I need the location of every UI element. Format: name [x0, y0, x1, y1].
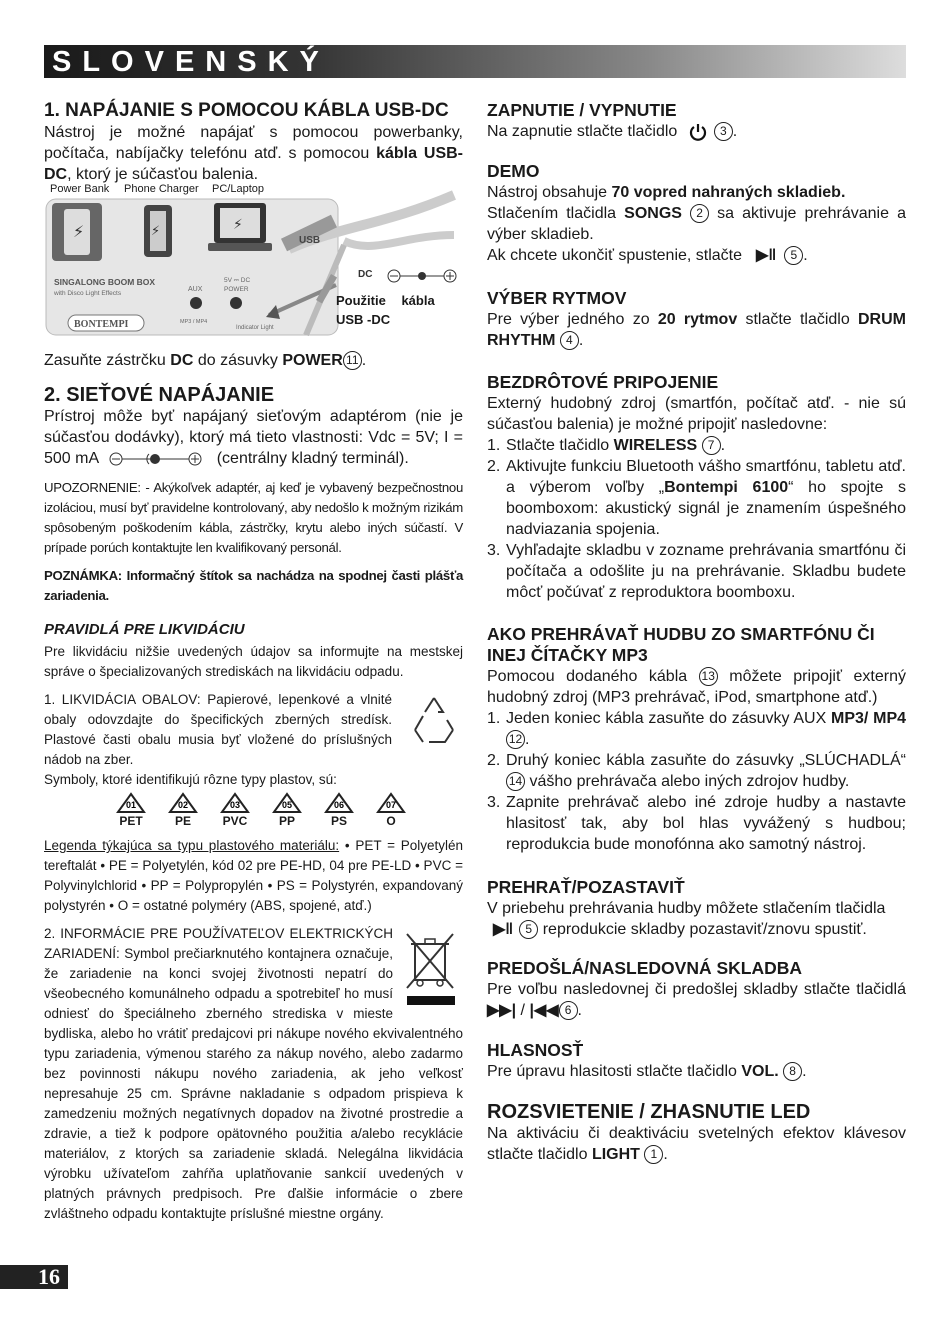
left-column: [44, 100, 463, 1224]
section-usb-title: 1. NAPÁJANIE S POMOCOU KÁBLA USB-DC: [44, 100, 449, 121]
svg-text:02: 02: [177, 800, 189, 810]
volume-text: Pre úpravu hlasitosti stlačte tlačidlo VOL. 8 .: [487, 1063, 807, 1080]
cable-caption: Použitie kábla USB -DC: [336, 293, 435, 327]
button-number-badge: 3: [714, 122, 733, 141]
source-label-charger: Phone Charger: [124, 183, 199, 195]
polarity-icon: [109, 452, 203, 466]
list-item: 2. Druhý koniec kábla zasuňte do zásuvky „SLÚCHADLÁ“ 14 vášho prehrávača alebo iných zdrojov hudby.: [487, 752, 906, 790]
prev-track-icon: |◀◀: [529, 1002, 559, 1019]
svg-text:⚡: ⚡: [151, 224, 161, 239]
smartphone-title: AKO PREHRÁVAŤ HUDBU ZO SMARTFÓNU ČI INEJ ČÍTAČKY MP3: [487, 624, 875, 665]
usb-connection-figure: [44, 185, 463, 345]
list-item: 3. Vyhľadajte skladbu v zozname prehrávania smartfónu či počítača a odošlite ju na prehrávanie. Skladbu budete môcť počúvať z reproduktora boomboxu.: [487, 542, 906, 601]
source-label-powerbank: Power Bank: [50, 183, 110, 195]
led-text: Na aktiváciu či deaktiváciu svetelných efektov klávesov stlačte tlačidlo LIGHT 1 .: [487, 1125, 906, 1163]
plastic-code-ps: 06 PS: [316, 792, 362, 828]
plastic-code-pet: 01 PET: [108, 792, 154, 828]
power-text: Na zapnutie stlačte tlačidlo 3 .: [487, 123, 738, 140]
note-paragraph: POZNÁMKA: Informačný štítok sa nachádza na spodnej časti plášťa zariadenia.: [44, 568, 463, 603]
rhythm-title: VÝBER RYTMOV: [487, 288, 627, 308]
insert-dc-instruction: Zasuňte zástrčku DC do zásuvky POWER 11 .: [44, 352, 367, 369]
source-label-pc: PC/Laptop: [212, 183, 264, 195]
svg-text:⚡: ⚡: [73, 222, 85, 241]
play-pause-icon: ▶‖: [493, 921, 514, 938]
led-title: ROZSVIETENIE / ZHASNUTIE LED: [487, 1101, 811, 1123]
plastic-code-other: 07 O: [368, 792, 414, 828]
wireless-title: BEZDRÔTOVÉ PRIPOJENIE: [487, 372, 719, 392]
power-title: ZAPNUTIE / VYPNUTIE: [487, 100, 677, 120]
mains-paragraph: Prístroj môže byť napájaný sieťovým adaptérom (nie je súčasťou dodávky), ktorý má tieto vlastnosti: Vdc = 5V; I = 500 mA (centrálny kladný terminál).: [44, 408, 463, 467]
svg-text:01: 01: [125, 800, 137, 810]
page-number: 16: [38, 1264, 60, 1289]
svg-text:05: 05: [281, 800, 293, 810]
list-item: 1. Stlačte tlačidlo WIRELESS 7 .: [487, 437, 726, 454]
plastic-codes-row: [108, 792, 463, 828]
packaging-paragraph: 1. LIKVIDÁCIA OBALOV: Papierové, lepenkové a vlnité obaly odovzdajte do špecifických zberných stredísk. Plastové časti obalu musia byť vložené do príslušných nádob na zber.: [44, 692, 392, 767]
svg-text:MP3 / MP4: MP3 / MP4: [180, 319, 208, 325]
smartphone-intro: Pomocou dodaného kábla 13 môžete pripojiť externý hudobný zdroj (MP3 prehrávač, iPod, smartphone atď.): [487, 668, 906, 706]
svg-text:BONTEMPI: BONTEMPI: [74, 319, 129, 330]
power-icon: [688, 122, 708, 142]
right-column: [487, 100, 906, 1165]
usb-paragraph: Nástroj je možné napájať s pomocou powerbanky, počítača, nabíjačky telefónu atď. s pomocou kábla USB-DC, ktorý je súčasťou balenia.: [44, 124, 463, 183]
crossed-bin-icon: [403, 930, 459, 1010]
demo-title: DEMO: [487, 161, 540, 181]
plastic-code-pp: 05 PP: [264, 792, 310, 828]
list-item: 2. Aktivujte funkciu Bluetooth vášho smartfónu, tabletu atď. a výberom voľby „Bontempi 6100“ ho spojte s boomboxom: akustický signál je znamením úspešného nadviazania spojenia.: [487, 458, 907, 538]
svg-text:with Disco Light Effects: with Disco Light Effects: [54, 290, 122, 297]
disposal-title: PRAVIDLÁ PRE LIKVIDÁCIU: [44, 621, 245, 638]
button-number-badge: 11: [343, 351, 362, 370]
list-item: 3. Zapnite prehrávač alebo iné zdroje hudby a nastavte hlasitosť tak, aby bol hlas vyvážený s hudbou; reprodukcia bude monofónna ako samotný nástroj.: [487, 794, 906, 853]
svg-text:06: 06: [333, 800, 345, 810]
plastic-code-pvc: 03 PVC: [212, 792, 258, 828]
plastics-intro: Symboly, ktoré identifikujú rôzne typy plastov, sú:: [44, 772, 337, 787]
language-title: SLOVENSKÝ: [52, 46, 330, 78]
play-pause-text: V priebehu prehrávania hudby môžete stlačením tlačidla ▶‖ 5 reprodukcie skladby pozastaviť/znovu spustiť.: [487, 900, 886, 938]
weee-block: [44, 924, 463, 1224]
list-item: 1. Jeden koniec kábla zasuňte do zásuvky AUX MP3/ MP4 12 .: [487, 710, 907, 748]
svg-text:AUX: AUX: [188, 286, 203, 293]
svg-text:⚡: ⚡: [233, 217, 243, 233]
section-mains-title: 2. SIEŤOVÉ NAPÁJANIE: [44, 384, 275, 406]
warning-paragraph: UPOZORNENIE: - Akýkoľvek adaptér, aj keď je vybavený bezpečnostnou izoláciou, musí byť pravidelne kontrolovaný, aby nedošlo k možným rizikám spôsobeným poškodením kábla, zástrčky, krytu alebo iných súčastí. V prípade porúch kontaktujte len kvalifikovaný personál.: [44, 480, 463, 555]
demo-text: Nástroj obsahuje 70 vopred nahraných skladieb. Stlačením tlačidla SONGS 2 sa aktivuje prehrávanie a výber skladieb. Ak chcete ukončiť spustenie, stlačte ▶‖ 5 .: [487, 184, 907, 264]
svg-text:POWER: POWER: [224, 286, 249, 293]
play-pause-title: PREHRAŤ/POZASTAVIŤ: [487, 877, 685, 897]
volume-title: HLASNOSŤ: [487, 1040, 584, 1060]
svg-text:07: 07: [385, 800, 397, 810]
smartphone-steps: [487, 708, 906, 855]
svg-text:Indicator Light: Indicator Light: [236, 325, 274, 331]
plastic-code-pe: 02 PE: [160, 792, 206, 828]
track-text: Pre voľbu nasledovnej či predošlej skladby stlačte tlačidlá ▶▶| / |◀◀ 6 .: [487, 981, 906, 1019]
rhythm-text: Pre výber jedného zo 20 rytmov stlačte tlačidlo DRUM RHYTHM 4 .: [487, 311, 906, 349]
usb-label: USB: [299, 235, 321, 246]
packaging-block: [44, 690, 463, 790]
dc-label: DC: [358, 269, 373, 280]
plastics-legend: Legenda týkajúca sa typu plastového materiálu: • PET = Polyetylén tereftalát • PE = Polyetylén, kód 02 pre PE-HD, 04 pre PE-LD • PVC = Polyvinylchlorid • PP = Polypropylén • PS = Polystyrén, expandovaný polystyrén • O = ostatné polyméry (ABS, spojené, atď.): [44, 838, 463, 913]
wireless-steps: [487, 435, 906, 603]
wireless-intro: Externý hudobný zdroj (smartfón, počítač atď. - nie sú súčasťou balenia) je možné pripojiť nasledovne:: [487, 395, 906, 433]
track-title: PREDOŠLÁ/NASLEDOVNÁ SKLADBA: [487, 958, 803, 978]
weee-paragraph: 2. INFORMÁCIE PRE POUŽÍVATEĽOV ELEKTRICKÝCH ZARIADENÍ: Symbol prečiarknutého kontajnera označuje, že zariadenie na konci svojej životnosti nepatrí do všeobecného komunálneho odpadu a spotrebiteľ ho musí odniesť do špeciálneho zberného strediska v mieste bydliska, alebo ho vrátiť predajcovi pri nákupe nového ekvivalentného typu zariadenia, výmenou starého za nákup nového, alebo zadarmo bez povinnosti nákupu nového zariadenia, ak jeho veľkosť nepresahuje 25 cm. Správne nakladanie s odpadom prispieva k zamedzeniu možných negatívnych dopadov na životné prostredie a zdravie, a tiež k podpore opätovného použitia a/alebo recyklácie materiálov, z ktorých sa zariadenie skladá. Nelegálna likvidácia výrobku užívateľom zahŕňa uplatňovanie sankcií uvedených v platných právnych predpisoch. Pre ďalšie informácie o zbere zvláštneho odpadu kontaktujte príslušné miestne orgány.: [44, 926, 463, 1221]
svg-text:5V ⎓ DC: 5V ⎓ DC: [224, 277, 251, 284]
svg-text:03: 03: [229, 800, 241, 810]
next-track-icon: ▶▶|: [487, 1002, 517, 1019]
play-pause-icon: ▶‖: [756, 247, 777, 264]
disposal-intro: Pre likvidáciu nižšie uvedených údajov sa informujte na mestskej správe o špecializovaných strediskách na likvidáciu odpadu.: [44, 644, 463, 679]
svg-text:SINGALONG BOOM BOX: SINGALONG BOOM BOX: [54, 277, 156, 287]
recycle-icon: [407, 692, 461, 746]
